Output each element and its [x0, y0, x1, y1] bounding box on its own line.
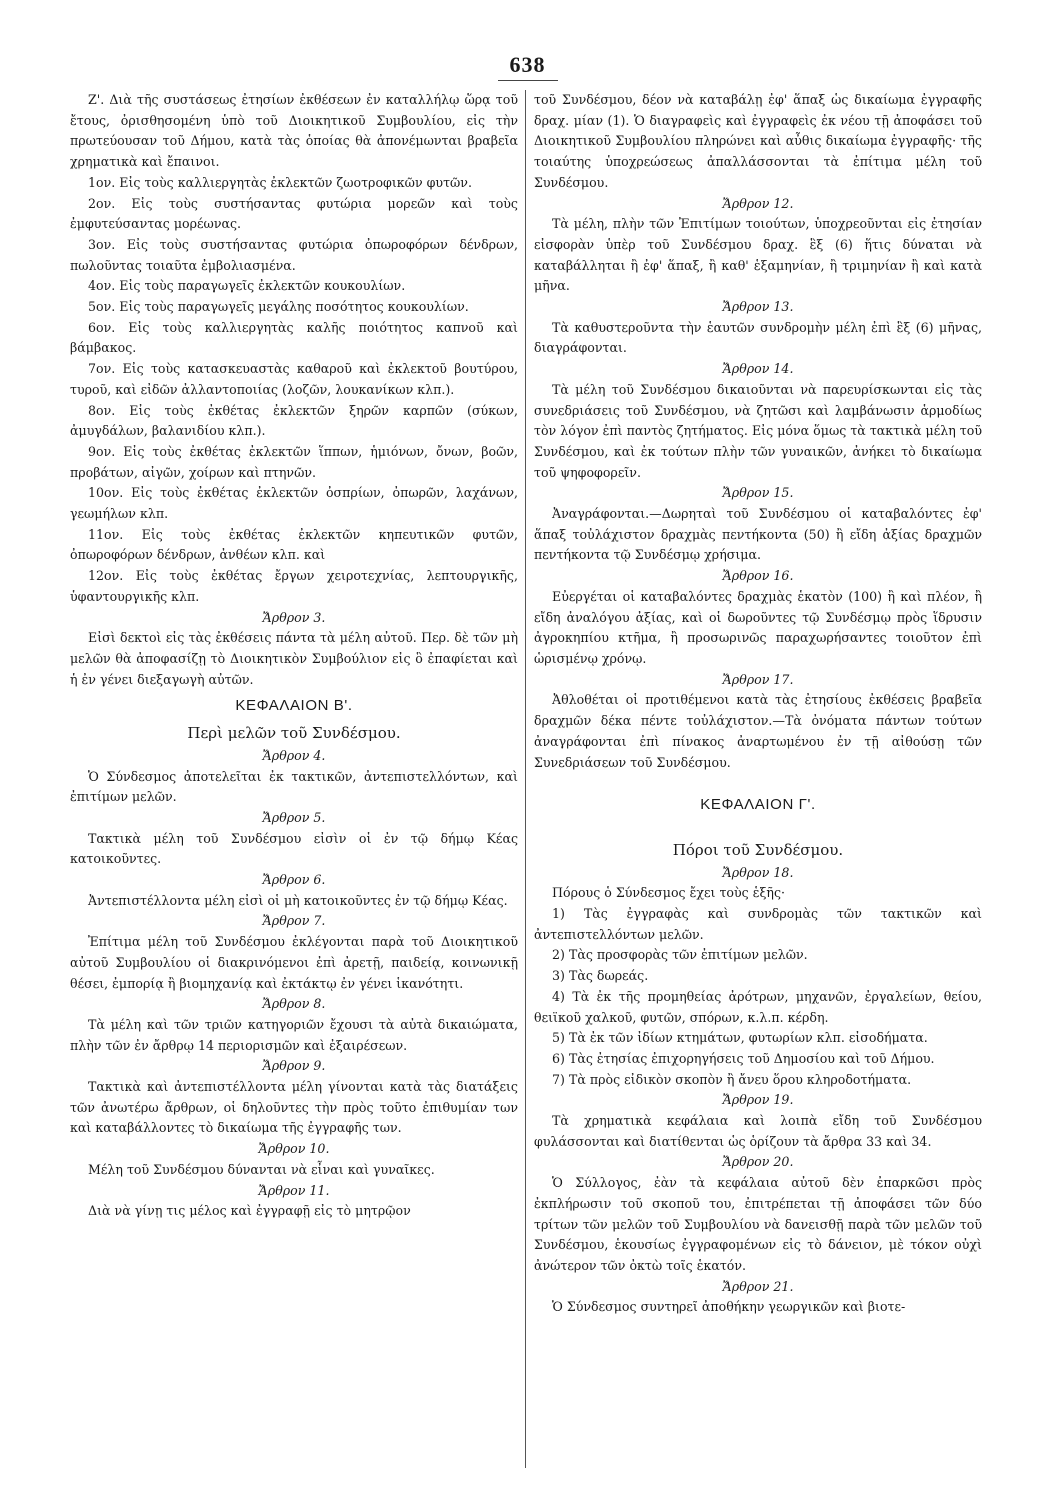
list-item: 2ον. Εἰς τοὺς συστήσαντας φυτώρια μορεῶν καὶ τοὺς ἐμφυτεύσαντας μορέωνας. — [70, 195, 518, 232]
article-20-text: Ὁ Σύλλογος, ἐὰν τὰ κεφάλαια αὐτοῦ δὲν ἐπαρκῶσι πρὸς ἐκπλήρωσιν τοῦ σκοποῦ του, ἐπιτρέπεται τῇ ἀποφάσει τῶν δύο τρίτων τῶν μελῶν τοῦ Συμβουλίου νὰ δανεισθῇ παρὰ τῶν μελῶν τοῦ Συνδέσμου, ἑκουσίως ἐγγραφομένων εἰς τὸ δάνειον, μὲ τόκον οὐχὶ ἀνώτερον τῶν ὀκτὼ τοῖς ἑκατόν. — [534, 1175, 982, 1273]
article-13-title: Ἄρθρον 13. — [722, 299, 794, 315]
article-17-text: Ἀθλοθέται οἱ προτιθέμενοι κατὰ τὰς ἐτησίους ἐκθέσεις βραβεῖα δραχμῶν δέκα πέντε τοὐλάχιστον.—Τὰ ὀνόματα πάντων τούτων ἀναγράφονται ἐπὶ πίνακος ἀναρτωμένου ἐν τῇ αἰθούσῃ τῶν Συνεδριάσεων τοῦ Συνδέσμου. — [534, 692, 982, 770]
article-9-title: Ἄρθρον 9. — [262, 1058, 326, 1074]
article-10-title: Ἄρθρον 10. — [258, 1141, 330, 1157]
list-item: 7) Τὰ πρὸς εἰδικὸν σκοπὸν ἢ ἄνευ ὅρου κληροδοτήματα. — [552, 1071, 912, 1087]
article-21-title: Ἄρθρον 21. — [722, 1278, 794, 1294]
list-item: 1) Τὰς ἐγγραφὰς καὶ συνδρομὰς τῶν τακτικῶν καὶ ἀντεπιστελλόντων μελῶν. — [534, 906, 982, 942]
article-9-text: Τακτικὰ καὶ ἀντεπιστέλλοντα μέλη γίνονται κατὰ τὰς διατάξεις τῶν ἀνωτέρω ἄρθρων, οἱ δηλοῦντες τὴν πρὸς τοῦτο ἐπιθυμίαν των καὶ καταβάλλοντες τὸ δικαίωμα τῆς ἐγγραφῆς των. — [70, 1079, 518, 1136]
article-4-title: Ἄρθρον 4. — [262, 747, 326, 763]
list-item: 5ον. Εἰς τοὺς παραγωγεῖς μεγάλης ποσότητος κουκουλίων. — [88, 299, 469, 315]
article-11-title: Ἄρθρον 11. — [258, 1182, 330, 1198]
article-13-text: Τὰ καθυστεροῦντα τὴν ἑαυτῶν συνδρομὴν μέλη ἐπὶ ἓξ (6) μῆνας, διαγράφονται. — [534, 319, 982, 356]
article-16-title: Ἄρθρον 16. — [722, 568, 794, 584]
list-item: 4ον. Εἰς τοὺς παραγωγεῖς ἐκλεκτῶν κουκουλίων. — [88, 278, 406, 294]
article-19-text: Τὰ χρηματικὰ κεφάλαια καὶ λοιπὰ εἴδη τοῦ Συνδέσμου φυλάσσονται καὶ διατίθενται ὡς ὁρίζουν τὰ ἄρθρα 33 καὶ 34. — [534, 1113, 982, 1149]
article-6-text: Ἀντεπιστέλλοντα μέλη εἰσὶ οἱ μὴ κατοικοῦντες ἐν τῷ δήμῳ Κέας. — [88, 892, 508, 908]
list-item: 7ον. Εἰς τοὺς κατασκευαστὰς καθαροῦ καὶ ἐκλεκτοῦ βουτύρου, τυροῦ, καὶ εἰδῶν ἀλλαντοποιίας (λοζῶν, λουκανίκων κλπ.). — [70, 361, 518, 397]
left-column — [70, 90, 518, 1222]
chapter-c-title: Πόροι τοῦ Συνδέσμου. — [672, 840, 844, 859]
article-20-title: Ἄρθρον 20. — [722, 1154, 794, 1170]
column-divider — [525, 90, 526, 1468]
article-8-title: Ἄρθρον 8. — [262, 996, 326, 1012]
chapter-b-title: Περὶ μελῶν τοῦ Συνδέσμου. — [187, 724, 401, 743]
article-3-text: Εἰσὶ δεκτοὶ εἰς τὰς ἐκθέσεις πάντα τὰ μέλη αὐτοῦ. Περ. δὲ τῶν μὴ μελῶν θὰ ἀποφασίζῃ τὸ Διοικητικὸν Συμβούλιον εἰς ὃ ἐπαφίεται καὶ ἡ ἐν γένει διεξαγωγὴ αὐτῶν. — [70, 630, 518, 687]
paragraph-zeta: Ζ'. Διὰ τῆς συστάσεως ἐτησίων ἐκθέσεων ἐν καταλλήλῳ ὥρᾳ τοῦ ἔτους, ὀρισθησομένη ὑπὸ τοῦ Διοικητικοῦ Συμβουλίου, εἰς τὴν πρωτεύουσαν τοῦ Δήμου, κατὰ τὰς ὁποίας θὰ ἀπονέμωνται βραβεῖα χρηματικὰ καὶ ἔπαινοι. — [70, 92, 518, 170]
chapter-c-heading: ΚΕΦΑΛΑΙΟΝ Γ'. — [700, 796, 816, 814]
right-column — [534, 90, 982, 1318]
list-item: 11ον. Εἰς τοὺς ἐκθέτας ἐκλεκτῶν κηπευτικῶν φυτῶν, ὀπωροφόρων δένδρων, ἀνθέων κλπ. καὶ — [70, 526, 518, 563]
article-4-text: Ὁ Σύνδεσμος ἀποτελεῖται ἐκ τακτικῶν, ἀντεπιστελλόντων, καὶ ἐπιτίμων μελῶν. — [70, 768, 518, 805]
list-item: 6ον. Εἰς τοὺς καλλιεργητὰς καλῆς ποιότητος καπνοῦ καὶ βάμβακος. — [70, 319, 518, 356]
article-14-text: Τὰ μέλη τοῦ Συνδέσμου δικαιοῦνται νὰ παρευρίσκωνται εἰς τὰς συνεδριάσεις τοῦ Συνδέσμου, νὰ ζητῶσι καὶ λαμβάνωσιν ἁρμοδίως τὸν λόγον ἐπὶ παντὸς ζητήματος. Εἰς μόνα ὅμως τὰ τακτικὰ μέλη τοῦ Συνδέσμου, καὶ ἐκ τούτων πλὴν τῶν γυναικῶν, ἀνήκει τὸ δικαίωμα τοῦ ψηφοφορεῖν. — [534, 381, 982, 480]
article-15-text: Ἀναγράφονται.—Δωρηταὶ τοῦ Συνδέσμου οἱ καταβαλόντες ἐφ' ἅπαξ τοὐλάχιστον δραχμὰς πεντήκοντα (50) ἢ εἴδη ἀξίας δραχμῶν πεντήκοντα τῷ Συνδέσμῳ χρήσιμα. — [534, 506, 982, 563]
article-7-title: Ἄρθρον 7. — [262, 913, 326, 929]
list-item: 6) Τὰς ἐτησίας ἐπιχορηγήσεις τοῦ Δημοσίου καὶ τοῦ Δήμου. — [552, 1050, 935, 1066]
article-19-title: Ἄρθρον 19. — [722, 1092, 794, 1108]
article-16-text: Εὐεργέται οἱ καταβαλόντες δραχμὰς ἑκατὸν (100) ἢ καὶ πλέον, ἢ εἴδη ἀναλόγου ἀξίας, καὶ οἱ δωροῦντες τῷ Συνδέσμῳ πρὸς ἵδρυσιν ἀγροκηπίου κτῆμα, ἢ προσωρινῶς παραχωρήσαντες τοιοῦτον ἐπὶ ὡρισμένῳ χρόνῳ. — [534, 588, 982, 666]
article-17-title: Ἄρθρον 17. — [722, 671, 794, 687]
list-item: 2) Τὰς προσφορὰς τῶν ἐπιτίμων μελῶν. — [552, 947, 808, 963]
list-item: 4) Τὰ ἐκ τῆς προμηθείας ἀρότρων, μηχανῶν, ἐργαλείων, θείου, θειϊκοῦ χαλκοῦ, φυτῶν, σπόρων, κ.λ.π. κέρδη. — [534, 988, 982, 1025]
chapter-b-heading: ΚΕΦΑΛΑΙΟΝ Β'. — [235, 697, 353, 715]
article-7-text: Ἐπίτιμα μέλη τοῦ Συνδέσμου ἐκλέγονται παρὰ τοῦ Διοικητικοῦ αὐτοῦ Συμβουλίου οἱ διακρινόμενοι ἐπὶ ἀρετῇ, παιδείᾳ, κοινωνικῇ θέσει, ἐμπορίᾳ ἢ βιομηχανίᾳ καὶ ἐκτάκτῳ ἐν γένει ἱκανότητι. — [70, 934, 518, 991]
article-18-intro: Πόρους ὁ Σύνδεσμος ἔχει τοὺς ἑξῆς· — [552, 885, 786, 901]
page-number: 638 — [0, 52, 1055, 81]
article-11-text: Διὰ νὰ γίνῃ τις μέλος καὶ ἐγγραφῇ εἰς τὸ μητρῷον — [88, 1203, 411, 1219]
list-item: 5) Τὰ ἐκ τῶν ἰδίων κτημάτων, φυτωρίων κλπ. εἰσοδήματα. — [552, 1030, 928, 1046]
list-item: 10ον. Εἰς τοὺς ἐκθέτας ἐκλεκτῶν ὀσπρίων, ὀπωρῶν, λαχάνων, γεωμήλων κλπ. — [70, 485, 518, 522]
article-15-title: Ἄρθρον 15. — [722, 485, 794, 501]
article-3-title: Ἄρθρον 3. — [262, 609, 326, 625]
article-5-text: Τακτικὰ μέλη τοῦ Συνδέσμου εἰσὶν οἱ ἐν τῷ δήμῳ Κέας κατοικοῦντες. — [70, 830, 518, 867]
article-21-text: Ὁ Σύνδεσμος συντηρεῖ ἀποθήκην γεωργικῶν καὶ βιοτε- — [552, 1299, 906, 1315]
article-8-text: Τὰ μέλη καὶ τῶν τριῶν κατηγοριῶν ἔχουσι τὰ αὐτὰ δικαιώματα, πλὴν τῶν ἐν ἄρθρῳ 14 περιορισμῶν καὶ ἐξαιρέσεων. — [70, 1016, 518, 1053]
article-12-title: Ἄρθρον 12. — [722, 195, 794, 211]
article-6-title: Ἄρθρον 6. — [262, 872, 326, 888]
article-5-title: Ἄρθρον 5. — [262, 809, 326, 825]
list-item: 9ον. Εἰς τοὺς ἐκθέτας ἐκλεκτῶν ἵππων, ἡμιόνων, ὄνων, βοῶν, προβάτων, αἰγῶν, χοίρων καὶ πτηνῶν. — [70, 443, 518, 480]
list-item: 3) Τὰς δωρεάς. — [552, 968, 649, 984]
article-12-text: Τὰ μέλη, πλὴν τῶν Ἐπιτίμων τοιούτων, ὑποχρεοῦνται εἰς ἐτησίαν εἰσφορὰν ὑπὲρ τοῦ Συνδέσμου δραχ. ἓξ (6) ἥτις δύναται νὰ καταβάλληται ἢ ἐφ' ἅπαξ, ἢ καθ' ἑξαμηνίαν, ἢ τριμηνίαν ἢ καὶ κατὰ μῆνα. — [534, 216, 982, 294]
article-14-title: Ἄρθρον 14. — [722, 361, 794, 377]
list-item: 1ον. Εἰς τοὺς καλλιεργητὰς ἐκλεκτῶν ζωοτροφικῶν φυτῶν. — [88, 174, 472, 190]
list-item: 3ον. Εἰς τοὺς συστήσαντας φυτώρια ὀπωροφόρων δένδρων, πωλοῦντας τοιαῦτα ἐμβολιασμένα. — [70, 236, 518, 273]
article-18-title: Ἄρθρον 18. — [722, 864, 794, 880]
article-11-continued: τοῦ Συνδέσμου, δέον νὰ καταβάλῃ ἐφ' ἅπαξ ὡς δικαίωμα ἐγγραφῆς δραχ. μίαν (1). Ὁ διαγραφεὶς καὶ ἐγγραφεὶς ἐκ νέου τῇ ἀποφάσει τοῦ Διοικητικοῦ Συμβουλίου πληρώνει καὶ αὖθις δικαίωμα ἐγγραφῆς· τῆς τοιαύτης ὑποχρεώσεως ἀπαλλάσσονται τὰ ἐπίτιμα μέλη τοῦ Συνδέσμου. — [534, 92, 982, 190]
article-10-text: Μέλη τοῦ Συνδέσμου δύνανται νὰ εἶναι καὶ γυναῖκες. — [88, 1161, 435, 1177]
list-item: 12ον. Εἰς τοὺς ἐκθέτας ἔργων χειροτεχνίας, λεπτουργικῆς, ὑφαντουργικῆς κλπ. — [70, 568, 518, 604]
list-item: 8ον. Εἰς τοὺς ἐκθέτας ἐκλεκτῶν ξηρῶν καρπῶν (σύκων, ἀμυγδάλων, βαλανιδίου κλπ.). — [70, 402, 518, 439]
